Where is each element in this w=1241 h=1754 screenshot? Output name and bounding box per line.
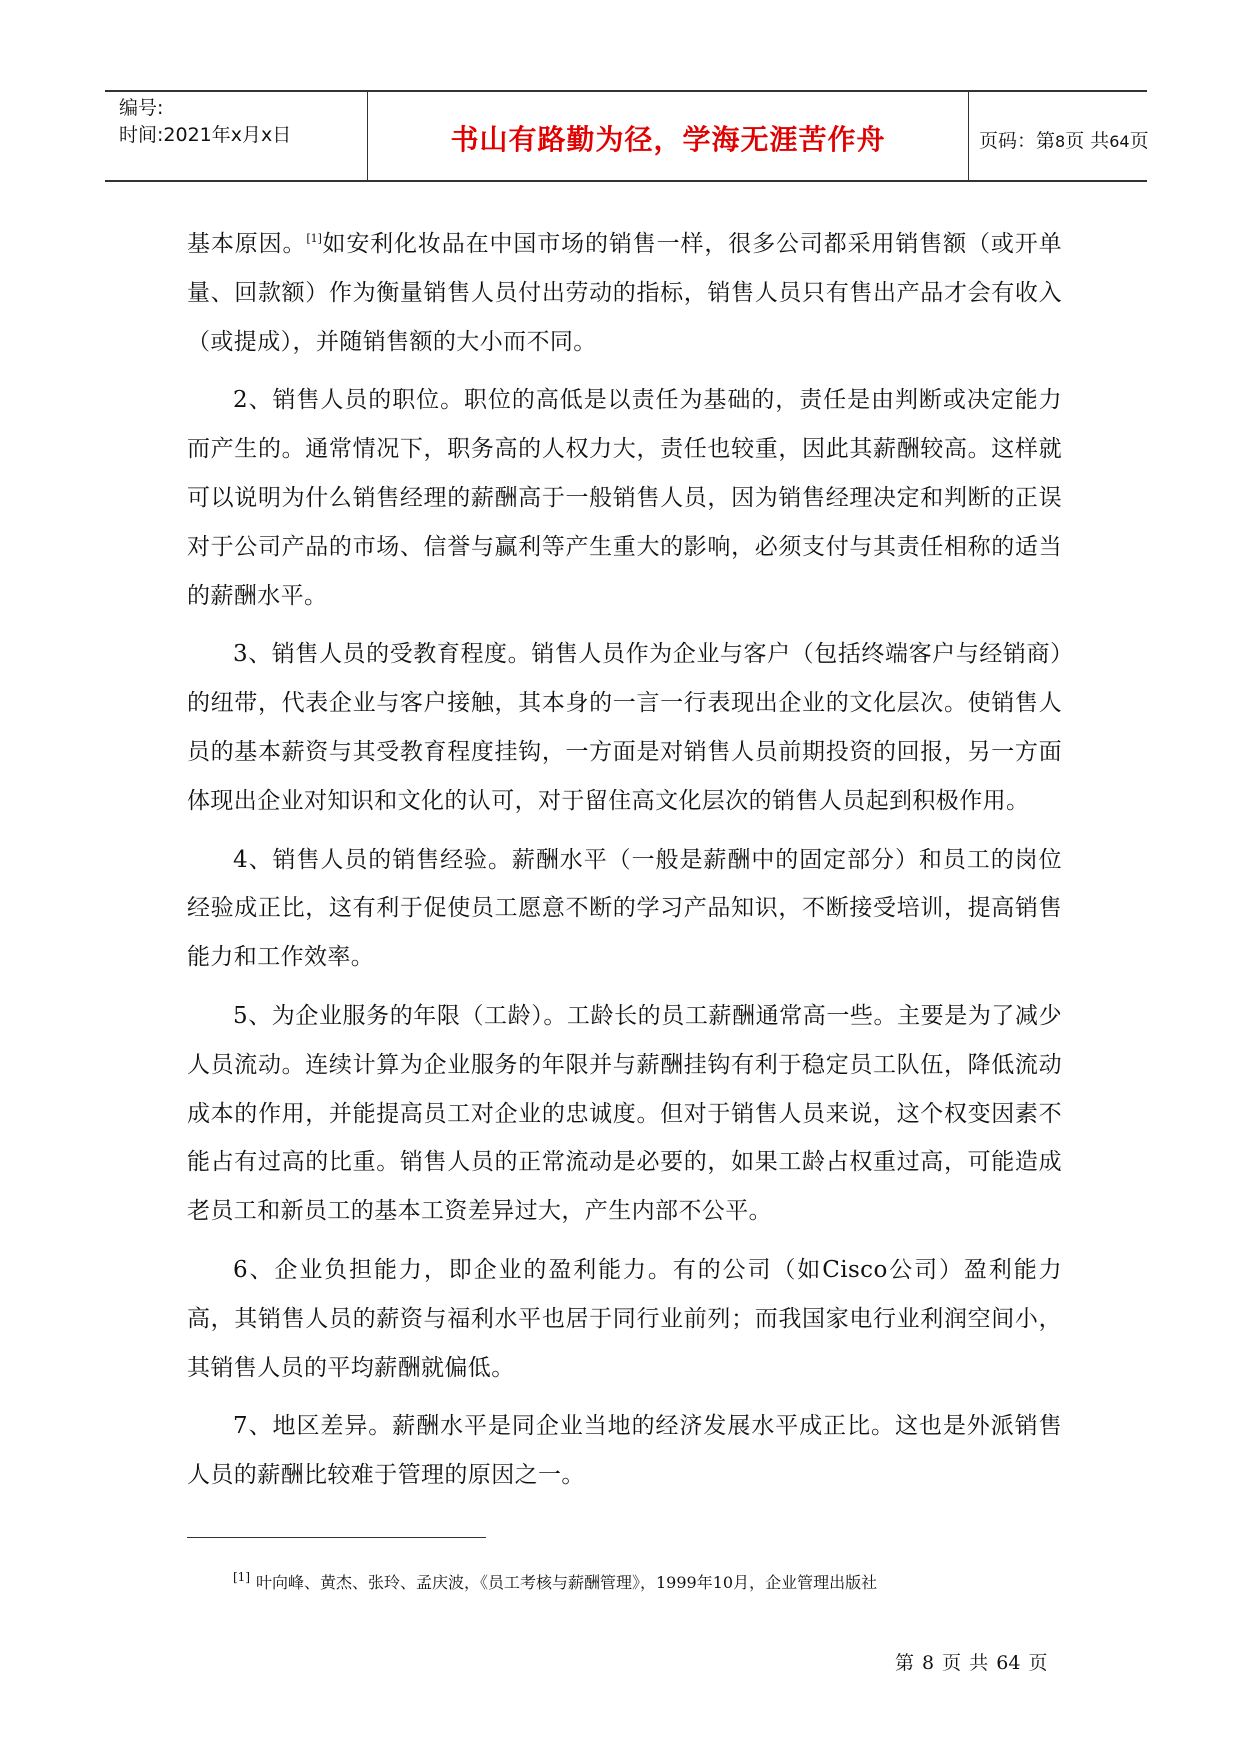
paragraph-affordability: 6、企业负担能力，即企业的盈利能力。有的公司（如Cisco公司）盈利能力高，其销售人员的薪资与福利水平也居于同行业前列；而我国家电行业利润空间小，其销售人员的平均薪酬就偏低。: [187, 1256, 1062, 1381]
paragraph-continuation: [187, 215, 1062, 366]
paragraph-text: 如安利化妆品在中国市场的销售一样，很多公司都采用销售额（或开单量、回款额）作为衡量销售人员付出劳动的指标，销售人员只有售出产品才会有收入（或提成），并随销售额的大小而不同。: [187, 231, 1063, 355]
footnote-text: 叶向峰、黄杰、张玲、孟庆波，《员工考核与薪酬管理》，1999年10月，企业管理出版社: [256, 1573, 878, 1592]
paragraph-position: 2、销售人员的职位。职位的高低是以责任为基础的，责任是由判断或决定能力而产生的。通常情况下，职务高的人权力大，责任也较重，因此其薪酬较高。这样就可以说明为什么销售经理的薪酬高于一般销售人员，因为销售经理决定和判断的正误对于公司产品的市场、信誉与赢利等产生重大的影响，必须支付与其责任相称的适当的薪酬水平。: [187, 387, 1062, 609]
paragraph-text: 基本原因。: [187, 231, 307, 257]
page-footer: 第 8 页 共 64 页: [895, 1652, 1048, 1674]
document-body: [187, 215, 1062, 1510]
paragraph-education: 3、销售人员的受教育程度。销售人员作为企业与客户（包括终端客户与经销商）的纽带，代表企业与客户接触，其本身的一言一行表现出企业的文化层次。使销售人员的基本薪资与其受教育程度挂钩，一方面是对销售人员前期投资的回报，另一方面体现出企业对知识和文化的认可，对于留住高文化层次的销售人员起到积极作用。: [187, 641, 1062, 814]
header-page-cell: [969, 92, 1147, 180]
page-mid: 页 共: [1065, 130, 1110, 152]
footnote: [233, 1570, 877, 1593]
page-current: 8: [1055, 132, 1066, 151]
footnote-mark: [1]: [233, 1570, 250, 1584]
doc-time-label: 时间:2021年x月x日: [119, 124, 292, 146]
header-slogan: 书山有路勤为径，学海无涯苦作舟: [450, 123, 886, 156]
header-page-info: [979, 126, 1149, 153]
paragraph-region: 7、地区差异。薪酬水平是同企业当地的经济发展水平成正比。这也是外派销售人员的薪酬比较难于管理的原因之一。: [187, 1413, 1062, 1489]
page-prefix: 页码：第: [979, 130, 1056, 152]
page-header: [105, 90, 1147, 182]
header-slogan-cell: [368, 92, 969, 180]
page-suffix: 页: [1129, 130, 1149, 152]
doc-number-label: 编号:: [119, 97, 164, 119]
paragraph-seniority: 5、为企业服务的年限（工龄）。工龄长的员工薪酬通常高一些。主要是为了减少人员流动。连续计算为企业服务的年限并与薪酬挂钩有利于稳定员工队伍，降低流动成本的作用，并能提高员工对企业的忠诚度。但对于销售人员来说，这个权变因素不能占有过高的比重。销售人员的正常流动是必要的，如果工龄占权重过高，可能造成老员工和新员工的基本工资差异过大，产生内部不公平。: [187, 1002, 1062, 1225]
header-meta-cell: [105, 92, 368, 180]
paragraph-experience: 4、销售人员的销售经验。薪酬水平（一般是薪酬中的固定部分）和员工的岗位经验成正比，这有利于促使员工愿意不断的学习产品知识，不断接受培训，提高销售能力和工作效率。: [187, 846, 1062, 971]
page-total: 64: [1109, 132, 1130, 151]
footnote-reference[interactable]: [1]: [306, 232, 322, 245]
footnote-separator: [187, 1537, 486, 1538]
